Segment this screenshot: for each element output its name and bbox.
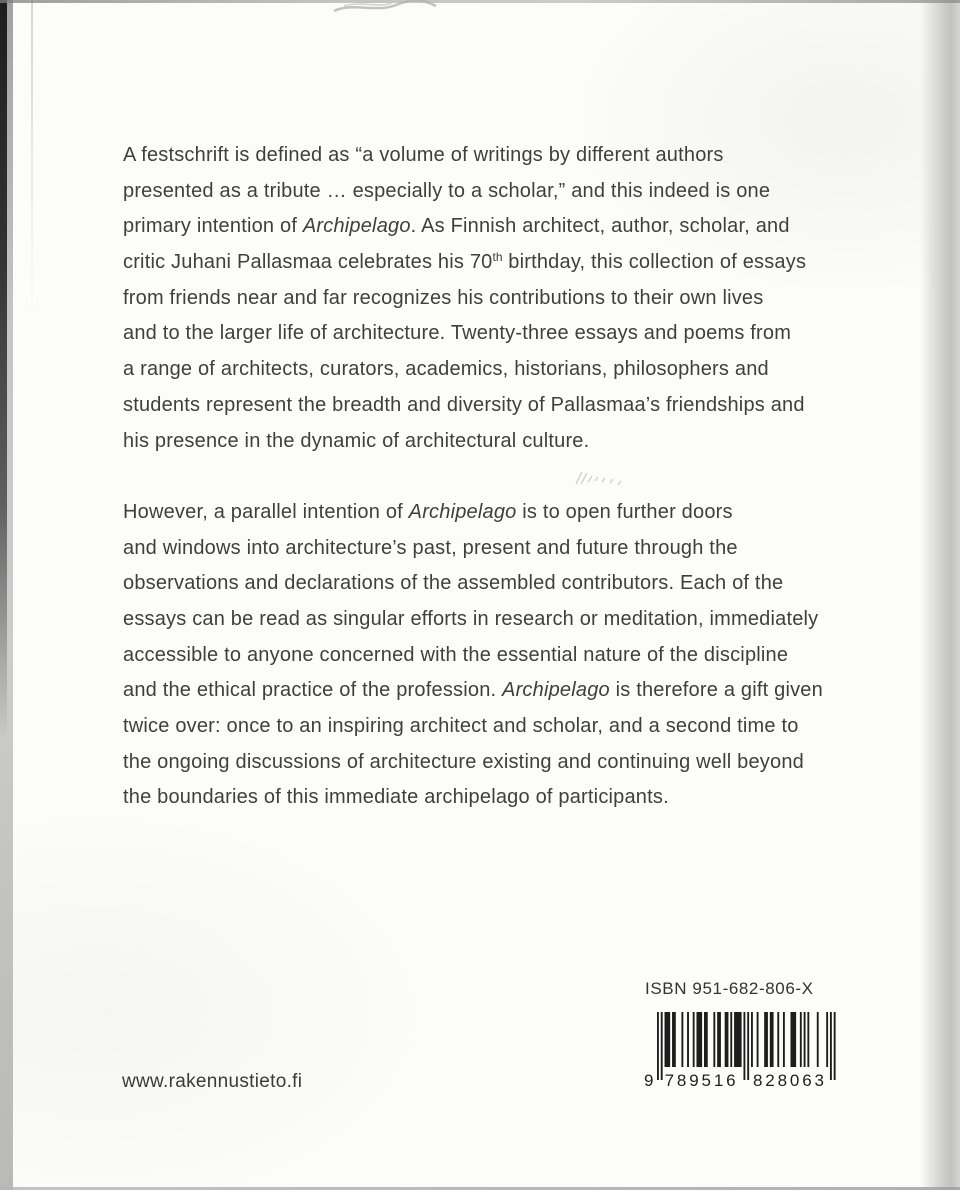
text-line: and the ethical practice of the profession. Archipelago is therefore a gift given (123, 679, 823, 702)
text-line: presented as a tribute … especially to a scholar,” and this indeed is one (123, 179, 771, 202)
top-page-edge (0, 0, 960, 3)
text-line: from friends near and far recognizes his contributions to their own lives (123, 286, 764, 309)
text-line: essays can be read as singular efforts in research or meditation, immediately (123, 607, 819, 630)
text-line: twice over: once to an inspiring architect and scholar, and a second time to (123, 715, 799, 737)
text-line: However, a parallel intention of Archipelago is to open further doors (123, 500, 733, 523)
text-line: and windows into architecture’s past, present and future through the (123, 536, 738, 559)
isbn-label: ISBN 951-682-806-X (645, 979, 814, 998)
text-line: accessible to anyone concerned with the essential nature of the discipline (123, 643, 789, 666)
scan-smudge-top (330, 0, 440, 16)
publisher-url: www.rakennustieto.fi (122, 1071, 303, 1092)
text-line: the ongoing discussions of architecture existing and continuing well beyond (123, 750, 804, 773)
text-line: and to the larger life of architecture. Twenty-three essays and poems from (123, 322, 792, 345)
text-line: the boundaries of this immediate archipelago of participants. (123, 786, 669, 809)
barcode-digits-right: 828063 (753, 1071, 824, 1090)
text-line: primary intention of Archipelago. As Finnish architect, author, scholar, and (123, 215, 790, 238)
paragraph (123, 138, 913, 459)
spine-shadow (0, 0, 7, 740)
barcode-digit-prefix: 9 (644, 1071, 654, 1090)
cover-crease (31, 0, 33, 320)
blurb (123, 138, 913, 852)
paragraph (123, 495, 913, 816)
barcode-digits-left: 789516 (664, 1071, 736, 1090)
text-line: his presence in the dynamic of architectural culture. (123, 429, 590, 452)
text-line: A festschrift is defined as “a volume of writings by different authors (123, 144, 724, 166)
text-line: a range of architects, curators, academics, historians, philosophers and (123, 358, 769, 381)
right-page-edge (920, 0, 960, 1190)
text-line: critic Juhani Pallasmaa celebrates his 70th birthday, this collection of essays (123, 250, 807, 274)
text-line: observations and declarations of the assembled contributors. Each of the (123, 572, 784, 595)
text-line: students represent the breadth and diversity of Pallasmaa’s friendships and (123, 393, 805, 416)
barcode (644, 1012, 842, 1090)
